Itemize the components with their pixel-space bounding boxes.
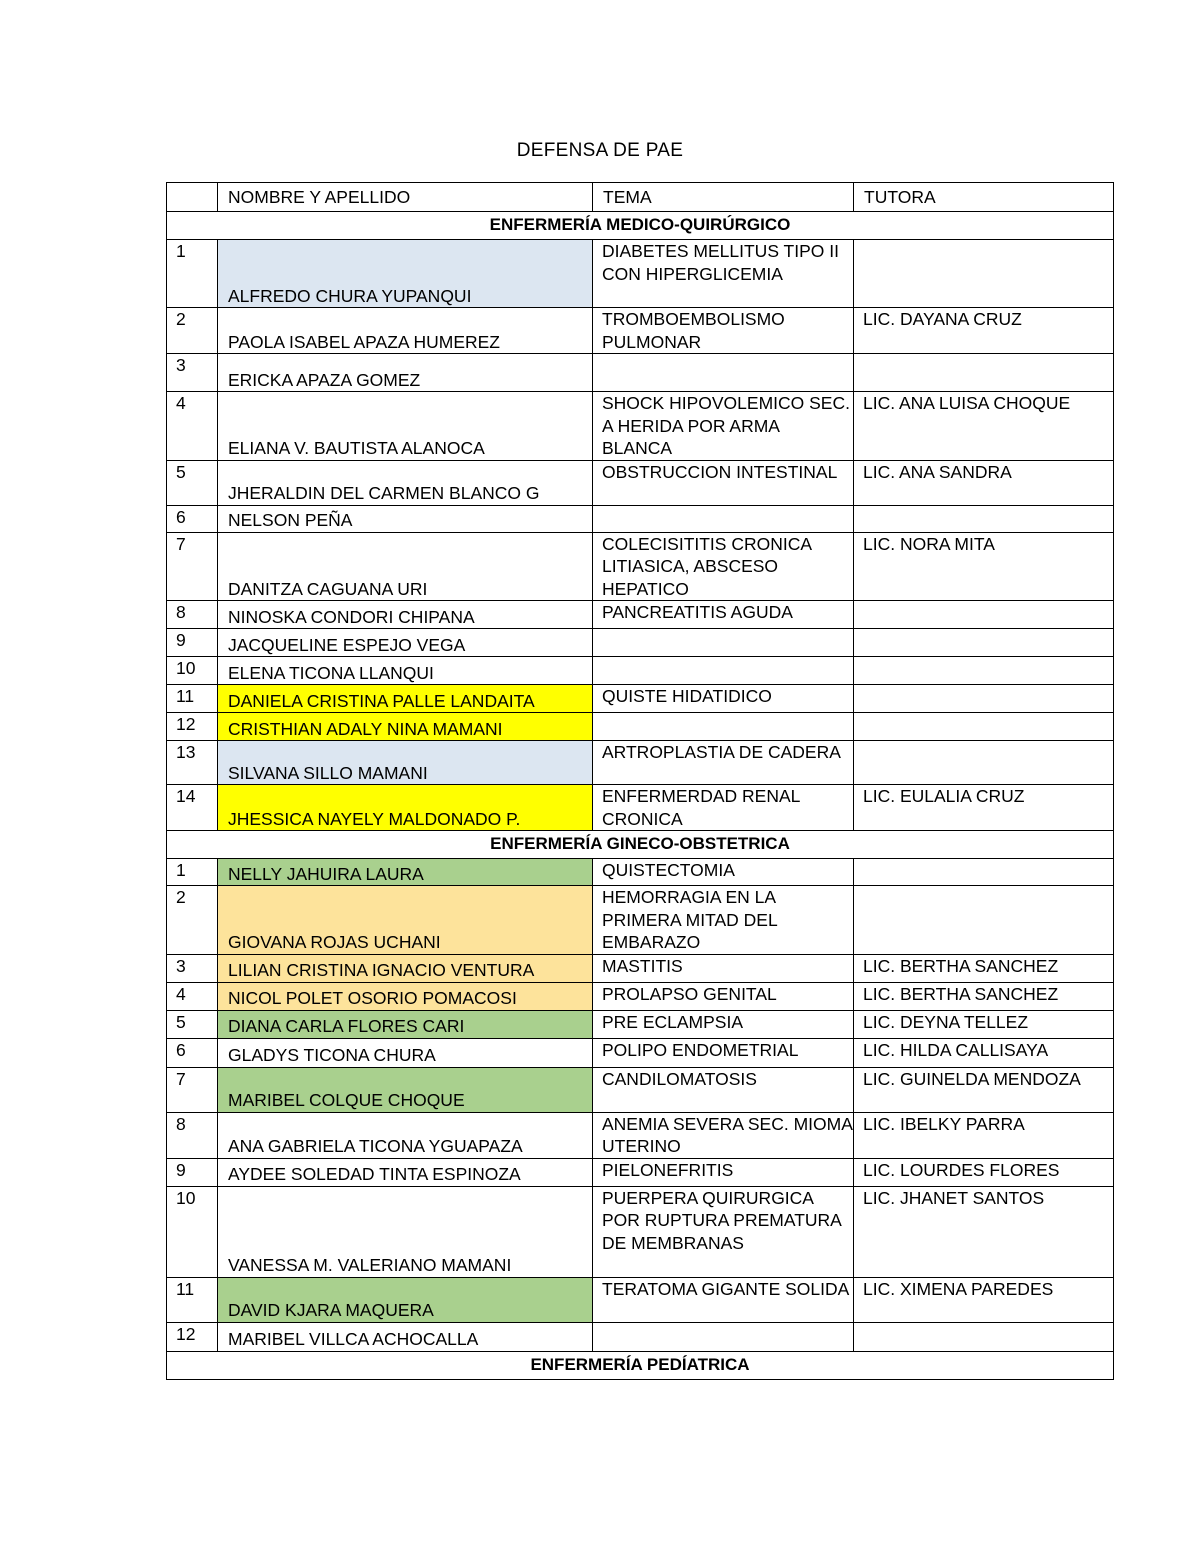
row-number: 4 — [167, 392, 218, 461]
tutor: LIC. BERTHA SANCHEZ — [854, 982, 1114, 1010]
topic — [593, 713, 854, 741]
topic: PRE ECLAMPSIA — [593, 1010, 854, 1038]
student-name: JHESSICA NAYELY MALDONADO P. — [218, 785, 593, 831]
tutor: LIC. JHANET SANTOS — [854, 1186, 1114, 1277]
header-name: NOMBRE Y APELLIDO — [218, 183, 593, 212]
section-title: ENFERMERÍA PEDÍATRICA — [167, 1351, 1114, 1379]
table-row — [167, 859, 1114, 886]
topic: ARTROPLASTIA DE CADERA — [593, 741, 854, 785]
student-name: ELENA TICONA LLANQUI — [218, 657, 593, 685]
topic: POLIPO ENDOMETRIAL — [593, 1038, 854, 1067]
row-number: 7 — [167, 532, 218, 601]
topic — [593, 354, 854, 392]
student-name: DIANA CARLA FLORES CARI — [218, 1010, 593, 1038]
topic: TROMBOEMBOLISMO PULMONAR — [593, 308, 854, 354]
row-number: 3 — [167, 354, 218, 392]
student-name: CRISTHIAN ADALY NINA MAMANI — [218, 713, 593, 741]
student-name: ELIANA V. BAUTISTA ALANOCA — [218, 392, 593, 461]
row-number: 4 — [167, 982, 218, 1010]
tutor: LIC. EULALIA CRUZ — [854, 785, 1114, 831]
row-number: 5 — [167, 460, 218, 505]
table-row — [167, 657, 1114, 685]
table-row — [167, 240, 1114, 308]
row-number: 13 — [167, 741, 218, 785]
row-number: 1 — [167, 859, 218, 886]
row-number: 2 — [167, 886, 218, 955]
student-name: JHERALDIN DEL CARMEN BLANCO G — [218, 460, 593, 505]
topic: ENFERMERDAD RENAL CRONICA — [593, 785, 854, 831]
section-header-row — [167, 831, 1114, 859]
header-tutora: TUTORA — [854, 183, 1114, 212]
topic — [593, 1322, 854, 1351]
table-row — [167, 954, 1114, 982]
table-row — [167, 1277, 1114, 1322]
topic: PROLAPSO GENITAL — [593, 982, 854, 1010]
student-name: AYDEE SOLEDAD TINTA ESPINOZA — [218, 1158, 593, 1186]
student-name: PAOLA ISABEL APAZA HUMEREZ — [218, 308, 593, 354]
table-row — [167, 1010, 1114, 1038]
table-row — [167, 460, 1114, 505]
tutor — [854, 713, 1114, 741]
row-number: 2 — [167, 308, 218, 354]
student-name: SILVANA SILLO MAMANI — [218, 741, 593, 785]
topic: PANCREATITIS AGUDA — [593, 601, 854, 629]
table-row — [167, 532, 1114, 601]
section-title: ENFERMERÍA MEDICO-QUIRÚRGICO — [167, 212, 1114, 240]
row-number: 3 — [167, 954, 218, 982]
table-row — [167, 629, 1114, 657]
topic — [593, 629, 854, 657]
row-number: 12 — [167, 1322, 218, 1351]
student-name: DANIELA CRISTINA PALLE LANDAITA — [218, 685, 593, 713]
tutor: LIC. IBELKY PARRA — [854, 1112, 1114, 1158]
student-name: DAVID KJARA MAQUERA — [218, 1277, 593, 1322]
table-row — [167, 886, 1114, 955]
student-name: MARIBEL COLQUE CHOQUE — [218, 1067, 593, 1112]
tutor: LIC. NORA MITA — [854, 532, 1114, 601]
row-number: 5 — [167, 1010, 218, 1038]
topic: QUISTECTOMIA — [593, 859, 854, 886]
row-number: 14 — [167, 785, 218, 831]
row-number: 11 — [167, 1277, 218, 1322]
section-title: ENFERMERÍA GINECO-OBSTETRICA — [167, 831, 1114, 859]
table-row — [167, 1038, 1114, 1067]
tutor: LIC. ANA SANDRA — [854, 460, 1114, 505]
table-header-row — [167, 183, 1114, 212]
student-name: NELLY JAHUIRA LAURA — [218, 859, 593, 886]
topic: ANEMIA SEVERA SEC. MIOMA UTERINO — [593, 1112, 854, 1158]
topic: HEMORRAGIA EN LA PRIMERA MITAD DEL EMBARAZO — [593, 886, 854, 955]
table-row — [167, 1322, 1114, 1351]
defense-table — [166, 182, 1114, 1380]
topic: TERATOMA GIGANTE SOLIDA — [593, 1277, 854, 1322]
tutor — [854, 657, 1114, 685]
header-tema: TEMA — [593, 183, 854, 212]
tutor: LIC. LOURDES FLORES — [854, 1158, 1114, 1186]
row-number: 9 — [167, 629, 218, 657]
table-row — [167, 685, 1114, 713]
table-row — [167, 354, 1114, 392]
student-name: VANESSA M. VALERIANO MAMANI — [218, 1186, 593, 1277]
student-name: ERICKA APAZA GOMEZ — [218, 354, 593, 392]
topic: MASTITIS — [593, 954, 854, 982]
row-number: 6 — [167, 505, 218, 532]
student-name: JACQUELINE ESPEJO VEGA — [218, 629, 593, 657]
topic: QUISTE HIDATIDICO — [593, 685, 854, 713]
tutor — [854, 741, 1114, 785]
student-name: DANITZA CAGUANA URI — [218, 532, 593, 601]
topic: PIELONEFRITIS — [593, 1158, 854, 1186]
table-row — [167, 601, 1114, 629]
topic: CANDILOMATOSIS — [593, 1067, 854, 1112]
tutor — [854, 1322, 1114, 1351]
student-name: MARIBEL VILLCA ACHOCALLA — [218, 1322, 593, 1351]
tutor: LIC. GUINELDA MENDOZA — [854, 1067, 1114, 1112]
tutor — [854, 505, 1114, 532]
topic: SHOCK HIPOVOLEMICO SEC. A HERIDA POR ARMA BLANCA — [593, 392, 854, 461]
row-number: 7 — [167, 1067, 218, 1112]
tutor — [854, 685, 1114, 713]
row-number: 8 — [167, 601, 218, 629]
tutor — [854, 629, 1114, 657]
topic: DIABETES MELLITUS TIPO II CON HIPERGLICEMIA — [593, 240, 854, 308]
table-row — [167, 785, 1114, 831]
student-name: ALFREDO CHURA YUPANQUI — [218, 240, 593, 308]
tutor: LIC. XIMENA PAREDES — [854, 1277, 1114, 1322]
student-name: NINOSKA CONDORI CHIPANA — [218, 601, 593, 629]
tutor — [854, 886, 1114, 955]
row-number: 10 — [167, 657, 218, 685]
table-row — [167, 1186, 1114, 1277]
student-name: LILIAN CRISTINA IGNACIO VENTURA — [218, 954, 593, 982]
topic: COLECISITITIS CRONICA LITIASICA, ABSCESO HEPATICO — [593, 532, 854, 601]
table-row — [167, 1158, 1114, 1186]
table-row — [167, 982, 1114, 1010]
topic: PUERPERA QUIRURGICA POR RUPTURA PREMATURA DE MEMBRANAS — [593, 1186, 854, 1277]
table-row — [167, 308, 1114, 354]
row-number: 9 — [167, 1158, 218, 1186]
tutor: LIC. DAYANA CRUZ — [854, 308, 1114, 354]
tutor: LIC. ANA LUISA CHOQUE — [854, 392, 1114, 461]
topic — [593, 505, 854, 532]
table-row — [167, 713, 1114, 741]
tutor: LIC. BERTHA SANCHEZ — [854, 954, 1114, 982]
table-row — [167, 505, 1114, 532]
student-name: ANA GABRIELA TICONA YGUAPAZA — [218, 1112, 593, 1158]
table-row — [167, 1067, 1114, 1112]
tutor — [854, 240, 1114, 308]
table-row — [167, 392, 1114, 461]
tutor: LIC. DEYNA TELLEZ — [854, 1010, 1114, 1038]
topic: OBSTRUCCION INTESTINAL — [593, 460, 854, 505]
page-title: DEFENSA DE PAE — [516, 140, 684, 161]
row-number: 10 — [167, 1186, 218, 1277]
tutor — [854, 601, 1114, 629]
tutor — [854, 859, 1114, 886]
row-number: 11 — [167, 685, 218, 713]
row-number: 1 — [167, 240, 218, 308]
tutor — [854, 354, 1114, 392]
row-number: 8 — [167, 1112, 218, 1158]
section-header-row — [167, 212, 1114, 240]
tutor: LIC. HILDA CALLISAYA — [854, 1038, 1114, 1067]
topic — [593, 657, 854, 685]
row-number: 6 — [167, 1038, 218, 1067]
table-row — [167, 741, 1114, 785]
student-name: NELSON PEÑA — [218, 505, 593, 532]
section-header-row — [167, 1351, 1114, 1379]
row-number: 12 — [167, 713, 218, 741]
table-row — [167, 1112, 1114, 1158]
student-name: NICOL POLET OSORIO POMACOSI — [218, 982, 593, 1010]
student-name: GLADYS TICONA CHURA — [218, 1038, 593, 1067]
header-num — [167, 183, 218, 212]
student-name: GIOVANA ROJAS UCHANI — [218, 886, 593, 955]
